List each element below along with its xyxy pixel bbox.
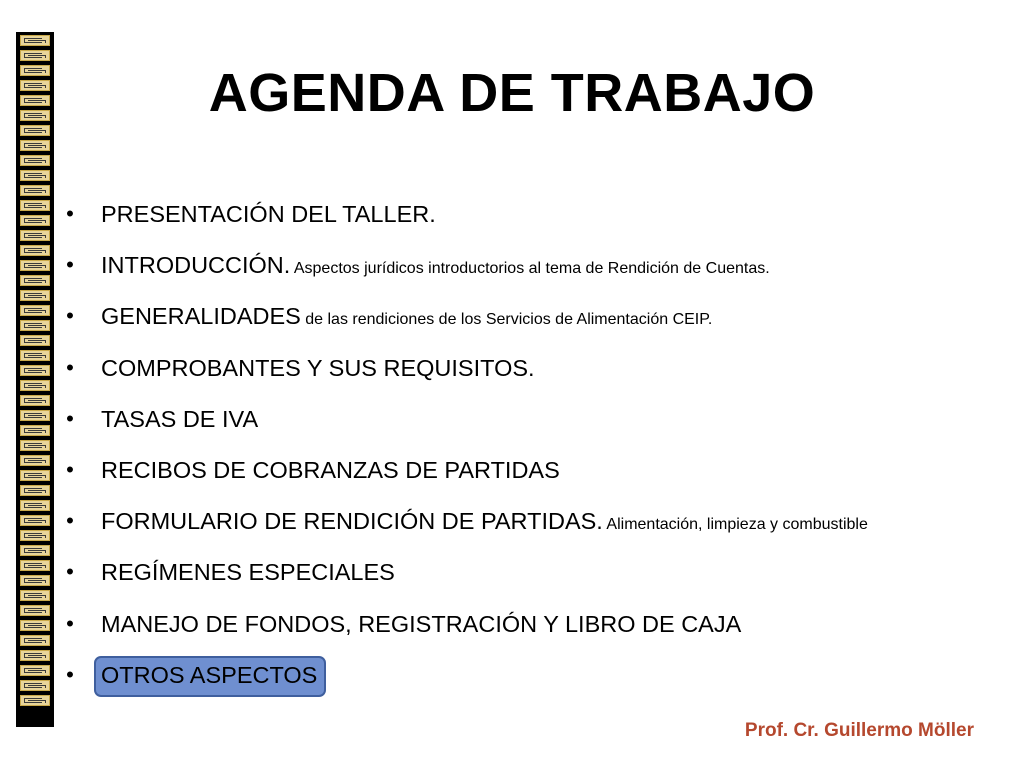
slide-title: AGENDA DE TRABAJO [208,63,816,123]
agenda-list [60,194,1000,706]
greek-key-tile [20,695,50,706]
agenda-item-main: REGÍMENES ESPECIALES [101,559,395,586]
agenda-item [60,399,1000,450]
greek-key-tile [20,380,50,391]
greek-key-tile [20,50,50,61]
greek-key-border [16,32,54,727]
agenda-item [60,604,1000,655]
bullet-icon: • [66,201,74,226]
greek-key-tile [20,620,50,631]
agenda-item-main: PRESENTACIÓN DEL TALLER. [101,201,436,227]
greek-key-tile [20,245,50,256]
agenda-item-main: INTRODUCCIÓN. [101,252,291,279]
greek-key-tile [20,530,50,541]
greek-key-tile [20,125,50,136]
agenda-item [60,552,1000,603]
agenda-item [60,296,1000,347]
agenda-item [60,348,1000,399]
greek-key-tile [20,650,50,661]
greek-key-tile [20,545,50,556]
greek-key-tile [20,665,50,676]
agenda-item-main: GENERALIDADES [101,303,301,330]
agenda-item-detail: Aspectos jurídicos introductorios al tema de Rendición de Cuentas. [290,260,770,278]
agenda-item-main: MANEJO DE FONDOS, REGISTRACIÓN Y LIBRO DE CAJA [101,610,742,637]
agenda-item-detail: Alimentación, limpieza y combustible [602,516,868,534]
greek-key-tile [20,425,50,436]
greek-key-tile [20,680,50,691]
greek-key-tile [20,185,50,196]
greek-key-tile [20,275,50,286]
agenda-item [60,450,1000,501]
greek-key-tile [20,35,50,46]
agenda-item-main: TASAS DE IVA [101,405,259,432]
agenda-item [60,501,1000,552]
greek-key-tile [20,290,50,301]
greek-key-tile [20,395,50,406]
greek-key-tile [20,575,50,586]
greek-key-tile [20,155,50,166]
greek-key-tile [20,560,50,571]
agenda-item-main: FORMULARIO DE RENDICIÓN DE PARTIDAS. [101,508,603,535]
greek-key-tile [20,605,50,616]
bullet-icon: • [66,610,74,636]
bullet-icon: • [66,661,74,687]
greek-key-tile [20,335,50,346]
greek-key-tile [20,215,50,226]
bullet-icon: • [66,252,74,278]
bullet-icon: • [66,508,74,534]
agenda-item-highlighted [60,655,1000,706]
greek-key-tile [20,305,50,316]
greek-key-tile [20,455,50,466]
greek-key-tile [20,440,50,451]
agenda-item-main: COMPROBANTES Y SUS REQUISITOS. [101,354,535,381]
greek-key-tile [20,350,50,361]
greek-key-tile [20,410,50,421]
greek-key-tile [20,470,50,481]
agenda-item-main: OTROS ASPECTOS [101,661,318,688]
greek-key-tile [20,590,50,601]
agenda-item-detail: de las rendiciones de los Servicios de Alimentación CEIP. [300,311,713,329]
greek-key-tile [20,140,50,151]
greek-key-tile [20,635,50,646]
bullet-icon: • [66,559,74,585]
greek-key-tile [20,320,50,331]
greek-key-tile [20,515,50,526]
agenda-item [60,194,1000,245]
agenda-item-main: RECIBOS DE COBRANZAS DE PARTIDAS [101,456,560,483]
bullet-icon: • [66,405,74,431]
agenda-item [60,245,1000,296]
bullet-icon: • [66,456,74,482]
greek-key-tile [20,260,50,271]
greek-key-tile [20,170,50,181]
greek-key-tile [20,365,50,376]
greek-key-tile [20,500,50,511]
bullet-icon: • [66,354,74,380]
greek-key-tile [20,230,50,241]
greek-key-tile [20,200,50,211]
author-footer: Prof. Cr. Guillermo Möller [744,720,974,741]
greek-key-tile [20,485,50,496]
bullet-icon: • [66,303,74,329]
